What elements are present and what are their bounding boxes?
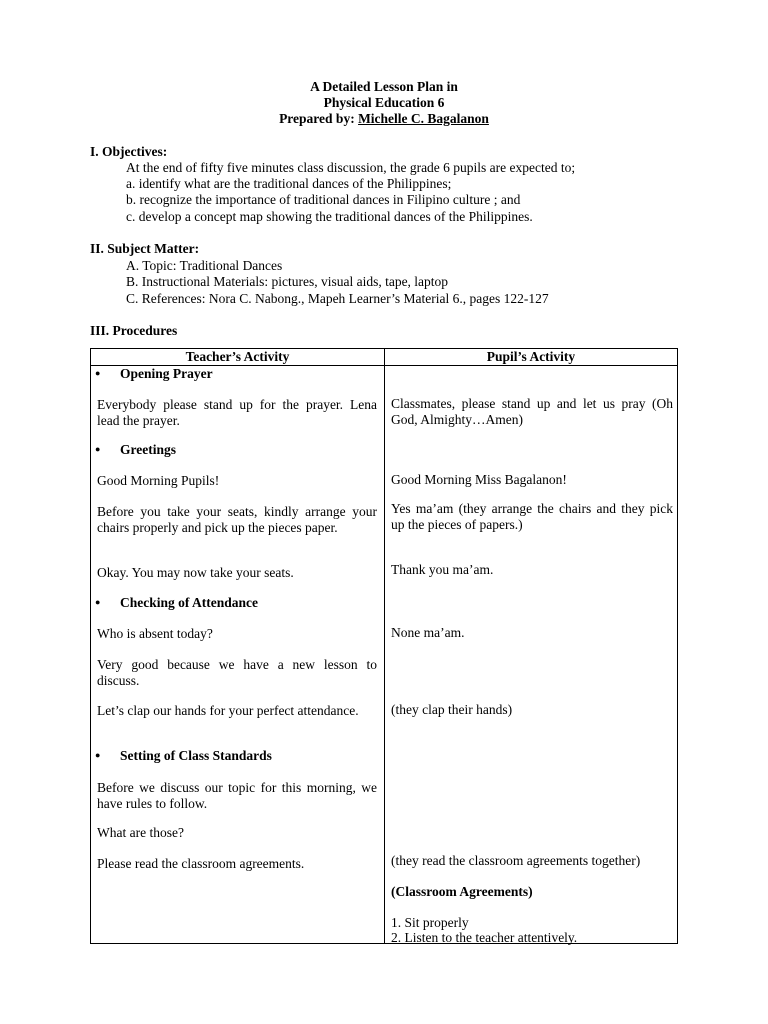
pupil-activity-header: Pupil’s Activity: [486, 349, 576, 364]
doc-title-line2: Physical Education 6: [323, 95, 445, 110]
agreement-1: 1. Sit properly: [391, 915, 469, 930]
prepared-by-label: Prepared by:: [279, 111, 359, 126]
subject-materials: B. Instructional Materials: pictures, visual aids, tape, laptop: [126, 274, 449, 289]
pupil-none: None ma’am.: [391, 625, 465, 640]
greetings-item: [97, 442, 377, 458]
teacher-read-agreements: Please read the classroom agreements.: [97, 856, 305, 871]
class-standards-label: Setting of Class Standards: [120, 748, 272, 763]
objective-b: b. recognize the importance of traditional dances in Filipino culture ; and: [126, 192, 521, 207]
teacher-rules: Before we discuss our topic for this morning, we have rules to follow.: [97, 780, 377, 811]
teacher-good-morning: Good Morning Pupils!: [97, 473, 220, 488]
teacher-very-good: Very good because we have a new lesson to discuss.: [97, 657, 377, 688]
objectives-heading: I. Objectives:: [90, 144, 168, 159]
doc-title-line1: A Detailed Lesson Plan in: [310, 79, 458, 94]
pupil-pray: Classmates, please stand up and let us pray (Oh God, Almighty…Amen): [391, 396, 673, 427]
column-divider: [384, 349, 385, 943]
teacher-arrange-chairs: Before you take your seats, kindly arrange your chairs properly and pick up the pieces paper.: [97, 504, 377, 535]
class-standards-item: [97, 748, 377, 764]
subject-matter-heading: II. Subject Matter:: [90, 241, 200, 256]
subject-references: C. References: Nora C. Nabong., Mapeh Learner’s Material 6., pages 122-127: [126, 291, 549, 306]
pupil-good-morning: Good Morning Miss Bagalanon!: [391, 472, 567, 487]
prepared-by: [0, 111, 768, 127]
subject-topic: A. Topic: Traditional Dances: [126, 258, 283, 273]
classroom-agreements-title: (Classroom Agreements): [391, 884, 533, 899]
greetings-label: Greetings: [120, 442, 176, 457]
teacher-clap: Let’s clap our hands for your perfect attendance.: [97, 703, 359, 718]
pupil-yes-maam: Yes ma’am (they arrange the chairs and they pick up the pieces of papers.): [391, 501, 673, 532]
teacher-what-are-those: What are those?: [97, 825, 184, 840]
attendance-item: [97, 595, 377, 611]
objectives-intro: At the end of fifty five minutes class discussion, the grade 6 pupils are expected to;: [126, 160, 576, 175]
objective-a: a. identify what are the traditional dances of the Philippines;: [126, 176, 452, 191]
objective-c: c. develop a concept map showing the traditional dances of the Philippines.: [126, 209, 533, 224]
procedures-heading: III. Procedures: [90, 323, 178, 338]
teacher-prayer-instruction: Everybody please stand up for the prayer. Lena lead the prayer.: [97, 397, 377, 428]
author-name: Michelle C. Bagalanon: [358, 111, 489, 126]
teacher-take-seats: Okay. You may now take your seats.: [97, 565, 294, 580]
teacher-activity-header: Teacher’s Activity: [185, 349, 290, 364]
pupil-read-agreements: (they read the classroom agreements together): [391, 853, 641, 868]
opening-prayer-label: Opening Prayer: [120, 366, 213, 381]
pupil-thank-you: Thank you ma’am.: [391, 562, 494, 577]
procedures-table: [90, 348, 678, 944]
teacher-who-absent: Who is absent today?: [97, 626, 213, 641]
opening-prayer-item: [97, 366, 377, 382]
agreement-2: 2. Listen to the teacher attentively.: [391, 930, 578, 945]
attendance-label: Checking of Attendance: [120, 595, 258, 610]
pupil-clap: (they clap their hands): [391, 702, 513, 717]
